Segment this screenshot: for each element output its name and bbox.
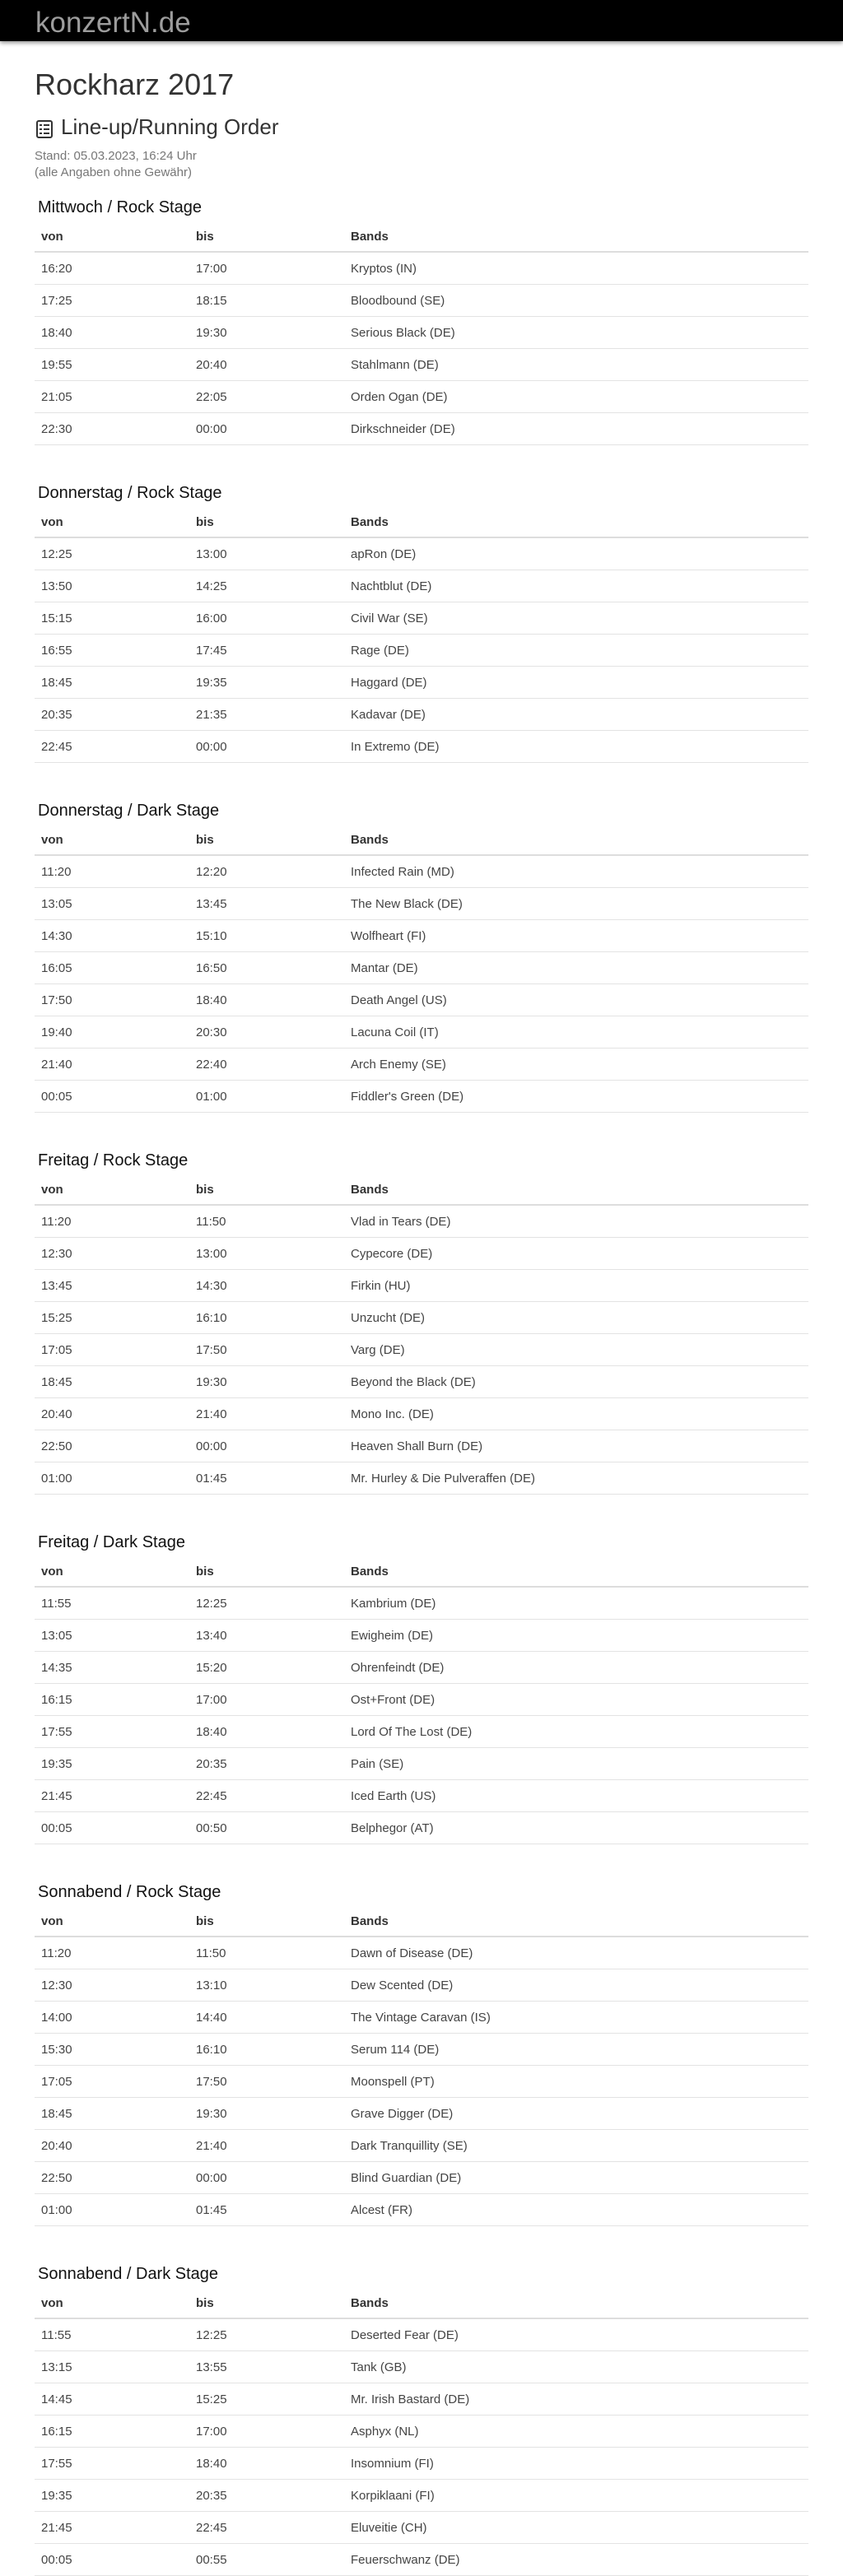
table-row [35,1366,808,1398]
table-row [35,1430,808,1462]
brand-logo-link[interactable]: konzertN.de [35,7,191,39]
cell-von: 13:45 [35,1270,189,1302]
column-header-bis: bis [189,1174,344,1205]
cell-bis: 20:30 [189,1016,344,1049]
cell-von: 00:05 [35,1081,189,1113]
schedule-table [35,825,808,1113]
main-content [0,41,843,2576]
table-row [35,2194,808,2226]
stage-section [35,1113,808,1495]
column-header-bis: bis [189,1556,344,1587]
cell-bis: 20:40 [189,349,344,381]
cell-bis: 16:10 [189,2034,344,2066]
page-title: Rockharz 2017 [35,67,235,101]
table-row [35,381,808,413]
stage-title: Sonnabend / Dark Stage [38,2265,219,2283]
table-row [35,1016,808,1049]
cell-von: 21:40 [35,1049,189,1081]
cell-bis: 15:25 [189,2383,344,2416]
table-row [35,1081,808,1113]
cell-bis: 19:30 [189,317,344,349]
cell-bis: 19:30 [189,2098,344,2130]
table-row [35,2512,808,2544]
column-header-bands: Bands [344,825,808,855]
table-header-row [35,825,808,855]
cell-bis: 13:55 [189,2351,344,2383]
cell-von: 15:15 [35,602,189,635]
schedule-table [35,1906,808,2226]
table-row [35,2351,808,2383]
cell-von: 22:50 [35,1430,189,1462]
column-header-bis: bis [189,221,344,252]
cell-von: 11:20 [35,855,189,888]
table-row [35,1620,808,1652]
table-row [35,1270,808,1302]
table-row [35,2066,808,2098]
table-header-row [35,1906,808,1937]
cell-band: Dirkschneider (DE) [344,413,808,445]
cell-bis: 19:35 [189,667,344,699]
page-subtitle [35,114,808,140]
table-row [35,888,808,920]
schedule-table [35,507,808,763]
stage-title: Donnerstag / Dark Stage [38,802,220,820]
schedule-table [35,1556,808,1844]
section-gap [35,1495,808,1524]
cell-von: 22:45 [35,731,189,763]
cell-band: Mr. Irish Bastard (DE) [344,2383,808,2416]
cell-von: 13:50 [35,570,189,602]
cell-bis: 13:00 [189,1238,344,1270]
cell-band: Civil War (SE) [344,602,808,635]
section-gap [35,1113,808,1142]
table-row [35,1049,808,1081]
table-row [35,1812,808,1844]
table-row [35,1334,808,1366]
cell-von: 22:30 [35,413,189,445]
cell-bis: 20:35 [189,1748,344,1780]
cell-von: 13:05 [35,1620,189,1652]
table-row [35,349,808,381]
table-row [35,699,808,731]
table-row [35,1748,808,1780]
stage-section [35,445,808,763]
cell-band: Iced Earth (US) [344,1780,808,1812]
table-row [35,537,808,570]
cell-von: 20:40 [35,2130,189,2162]
column-header-bands: Bands [344,2288,808,2318]
cell-band: Mono Inc. (DE) [344,1398,808,1430]
stage-title: Freitag / Dark Stage [38,1533,185,1551]
stage-title: Donnerstag / Rock Stage [38,484,222,502]
stand-timestamp: Stand: 05.03.2023, 16:24 Uhr [35,149,197,163]
cell-bis: 14:25 [189,570,344,602]
cell-von: 20:35 [35,699,189,731]
cell-bis: 22:40 [189,1049,344,1081]
column-header-bands: Bands [344,507,808,537]
table-header-row [35,507,808,537]
cell-bis: 21:40 [189,1398,344,1430]
stage-list [35,181,808,2576]
cell-bis: 12:25 [189,2318,344,2351]
column-header-bands: Bands [344,221,808,252]
cell-band: In Extremo (DE) [344,731,808,763]
cell-bis: 13:45 [189,888,344,920]
cell-von: 12:25 [35,537,189,570]
cell-bis: 18:15 [189,285,344,317]
cell-bis: 18:40 [189,984,344,1016]
cell-band: Vlad in Tears (DE) [344,1205,808,1238]
cell-band: Stahlmann (DE) [344,349,808,381]
cell-band: Fiddler's Green (DE) [344,1081,808,1113]
cell-von: 11:20 [35,1937,189,1969]
section-gap [35,445,808,475]
column-header-von: von [35,2288,189,2318]
column-header-von: von [35,507,189,537]
table-row [35,667,808,699]
table-row [35,2416,808,2448]
cell-bis: 12:25 [189,1587,344,1620]
cell-von: 01:00 [35,2194,189,2226]
cell-von: 11:55 [35,1587,189,1620]
cell-von: 17:25 [35,285,189,317]
cell-bis: 22:45 [189,1780,344,1812]
cell-band: Feuerschwanz (DE) [344,2544,808,2576]
cell-von: 18:45 [35,667,189,699]
table-header-row [35,1556,808,1587]
cell-band: Insomnium (FI) [344,2448,808,2480]
cell-von: 19:55 [35,349,189,381]
table-row [35,1780,808,1812]
stage-title: Sonnabend / Rock Stage [38,1883,221,1901]
column-header-bands: Bands [344,1906,808,1937]
stage-section [35,2226,808,2576]
cell-von: 12:30 [35,1238,189,1270]
table-row [35,635,808,667]
cell-band: Mantar (DE) [344,952,808,984]
cell-bis: 17:00 [189,252,344,285]
cell-band: Firkin (HU) [344,1270,808,1302]
cell-bis: 01:45 [189,1462,344,1495]
cell-bis: 17:50 [189,2066,344,2098]
cell-band: Haggard (DE) [344,667,808,699]
column-header-bis: bis [189,1906,344,1937]
table-row [35,1205,808,1238]
cell-von: 14:45 [35,2383,189,2416]
cell-von: 20:40 [35,1398,189,1430]
cell-bis: 11:50 [189,1205,344,1238]
cell-band: Moonspell (PT) [344,2066,808,2098]
cell-von: 22:50 [35,2162,189,2194]
table-row [35,1937,808,1969]
cell-band: Serum 114 (DE) [344,2034,808,2066]
list-icon [36,118,53,136]
column-header-von: von [35,825,189,855]
cell-bis: 00:50 [189,1812,344,1844]
cell-bis: 00:55 [189,2544,344,2576]
cell-band: Dawn of Disease (DE) [344,1937,808,1969]
cell-bis: 14:30 [189,1270,344,1302]
cell-von: 19:35 [35,1748,189,1780]
table-row [35,1302,808,1334]
column-header-von: von [35,1174,189,1205]
cell-von: 19:35 [35,2480,189,2512]
table-row [35,2383,808,2416]
table-header-row [35,2288,808,2318]
cell-band: Beyond the Black (DE) [344,1366,808,1398]
cell-bis: 16:10 [189,1302,344,1334]
cell-bis: 22:05 [189,381,344,413]
cell-bis: 13:40 [189,1620,344,1652]
cell-band: Mr. Hurley & Die Pulveraffen (DE) [344,1462,808,1495]
cell-bis: 16:50 [189,952,344,984]
cell-bis: 17:45 [189,635,344,667]
cell-von: 16:05 [35,952,189,984]
cell-band: Belphegor (AT) [344,1812,808,1844]
table-row [35,1398,808,1430]
cell-von: 13:15 [35,2351,189,2383]
cell-band: Arch Enemy (SE) [344,1049,808,1081]
column-header-bis: bis [189,507,344,537]
schedule-table [35,221,808,445]
column-header-von: von [35,1906,189,1937]
cell-band: Cypecore (DE) [344,1238,808,1270]
column-header-bands: Bands [344,1556,808,1587]
stage-section [35,1495,808,1844]
table-row [35,1684,808,1716]
cell-bis: 00:00 [189,1430,344,1462]
stage-section [35,1844,808,2226]
cell-bis: 13:10 [189,1969,344,2002]
cell-band: Lacuna Coil (IT) [344,1016,808,1049]
cell-von: 18:45 [35,1366,189,1398]
cell-band: The Vintage Caravan (IS) [344,2002,808,2034]
table-row [35,570,808,602]
table-row [35,2448,808,2480]
cell-bis: 11:50 [189,1937,344,1969]
cell-band: Alcest (FR) [344,2194,808,2226]
cell-von: 11:20 [35,1205,189,1238]
table-row [35,920,808,952]
cell-band: Orden Ogan (DE) [344,381,808,413]
cell-bis: 00:00 [189,413,344,445]
section-gap [35,181,808,189]
cell-von: 16:20 [35,252,189,285]
table-row [35,2480,808,2512]
table-row [35,602,808,635]
cell-bis: 21:35 [189,699,344,731]
cell-bis: 15:20 [189,1652,344,1684]
table-row [35,1969,808,2002]
table-row [35,2318,808,2351]
stage-title: Mittwoch / Rock Stage [38,198,202,216]
stage-title: Freitag / Rock Stage [38,1151,189,1169]
cell-band: Asphyx (NL) [344,2416,808,2448]
cell-bis: 17:50 [189,1334,344,1366]
cell-band: Lord Of The Lost (DE) [344,1716,808,1748]
cell-band: Varg (DE) [344,1334,808,1366]
navbar [0,0,843,41]
cell-von: 14:00 [35,2002,189,2034]
cell-band: Serious Black (DE) [344,317,808,349]
cell-band: Pain (SE) [344,1748,808,1780]
cell-band: Eluveitie (CH) [344,2512,808,2544]
cell-band: Kambrium (DE) [344,1587,808,1620]
table-row [35,317,808,349]
cell-von: 14:30 [35,920,189,952]
table-row [35,2130,808,2162]
cell-band: Ost+Front (DE) [344,1684,808,1716]
table-row [35,1716,808,1748]
cell-von: 00:05 [35,1812,189,1844]
cell-von: 14:35 [35,1652,189,1684]
table-row [35,1462,808,1495]
table-row [35,855,808,888]
cell-bis: 16:00 [189,602,344,635]
cell-band: Infected Rain (MD) [344,855,808,888]
cell-bis: 21:40 [189,2130,344,2162]
cell-von: 17:50 [35,984,189,1016]
table-row [35,2002,808,2034]
cell-von: 13:05 [35,888,189,920]
cell-bis: 12:20 [189,855,344,888]
cell-band: Wolfheart (FI) [344,920,808,952]
cell-von: 16:55 [35,635,189,667]
cell-von: 11:55 [35,2318,189,2351]
cell-von: 18:40 [35,317,189,349]
table-row [35,1238,808,1270]
cell-bis: 18:40 [189,2448,344,2480]
cell-von: 21:45 [35,2512,189,2544]
column-header-bands: Bands [344,1174,808,1205]
section-gap [35,763,808,793]
cell-von: 17:55 [35,2448,189,2480]
cell-von: 15:25 [35,1302,189,1334]
cell-band: Korpiklaani (FI) [344,2480,808,2512]
cell-band: Kadavar (DE) [344,699,808,731]
cell-band: Rage (DE) [344,635,808,667]
cell-band: Grave Digger (DE) [344,2098,808,2130]
cell-von: 19:40 [35,1016,189,1049]
cell-von: 21:05 [35,381,189,413]
cell-bis: 01:00 [189,1081,344,1113]
cell-band: Death Angel (US) [344,984,808,1016]
disclaimer: (alle Angaben ohne Gewähr) [35,165,192,179]
cell-von: 17:05 [35,1334,189,1366]
table-row [35,285,808,317]
cell-band: Nachtblut (DE) [344,570,808,602]
cell-bis: 17:00 [189,1684,344,1716]
table-row [35,2034,808,2066]
table-row [35,252,808,285]
cell-bis: 22:45 [189,2512,344,2544]
cell-band: Deserted Fear (DE) [344,2318,808,2351]
cell-von: 18:45 [35,2098,189,2130]
cell-band: Dark Tranquillity (SE) [344,2130,808,2162]
cell-bis: 20:35 [189,2480,344,2512]
table-header-row [35,1174,808,1205]
cell-von: 12:30 [35,1969,189,2002]
cell-band: Dew Scented (DE) [344,1969,808,2002]
column-header-bis: bis [189,2288,344,2318]
cell-von: 21:45 [35,1780,189,1812]
cell-band: Kryptos (IN) [344,252,808,285]
cell-bis: 17:00 [189,2416,344,2448]
table-row [35,413,808,445]
section-gap [35,2226,808,2256]
cell-von: 17:05 [35,2066,189,2098]
table-row [35,2544,808,2576]
cell-bis: 15:10 [189,920,344,952]
cell-bis: 00:00 [189,2162,344,2194]
table-row [35,952,808,984]
cell-von: 17:55 [35,1716,189,1748]
table-row [35,984,808,1016]
cell-band: Blind Guardian (DE) [344,2162,808,2194]
stage-section [35,181,808,445]
table-header-row [35,221,808,252]
cell-band: Bloodbound (SE) [344,285,808,317]
cell-von: 00:05 [35,2544,189,2576]
cell-band: Unzucht (DE) [344,1302,808,1334]
cell-von: 15:30 [35,2034,189,2066]
section-gap [35,1844,808,1874]
cell-band: apRon (DE) [344,537,808,570]
cell-bis: 13:00 [189,537,344,570]
column-header-von: von [35,1556,189,1587]
column-header-bis: bis [189,825,344,855]
cell-bis: 01:45 [189,2194,344,2226]
table-row [35,2098,808,2130]
cell-band: Heaven Shall Burn (DE) [344,1430,808,1462]
table-row [35,1587,808,1620]
cell-von: 16:15 [35,2416,189,2448]
cell-band: The New Black (DE) [344,888,808,920]
cell-von: 16:15 [35,1684,189,1716]
schedule-table [35,1174,808,1495]
stage-section [35,763,808,1113]
table-row [35,1652,808,1684]
table-row [35,731,808,763]
column-header-von: von [35,221,189,252]
cell-bis: 19:30 [189,1366,344,1398]
cell-band: Ohrenfeindt (DE) [344,1652,808,1684]
cell-bis: 18:40 [189,1716,344,1748]
schedule-table [35,2288,808,2576]
cell-bis: 14:40 [189,2002,344,2034]
cell-bis: 00:00 [189,731,344,763]
subtitle-text: Line-up/Running Order [61,114,279,139]
cell-band: Ewigheim (DE) [344,1620,808,1652]
cell-band: Tank (GB) [344,2351,808,2383]
table-row [35,2162,808,2194]
cell-von: 01:00 [35,1462,189,1495]
